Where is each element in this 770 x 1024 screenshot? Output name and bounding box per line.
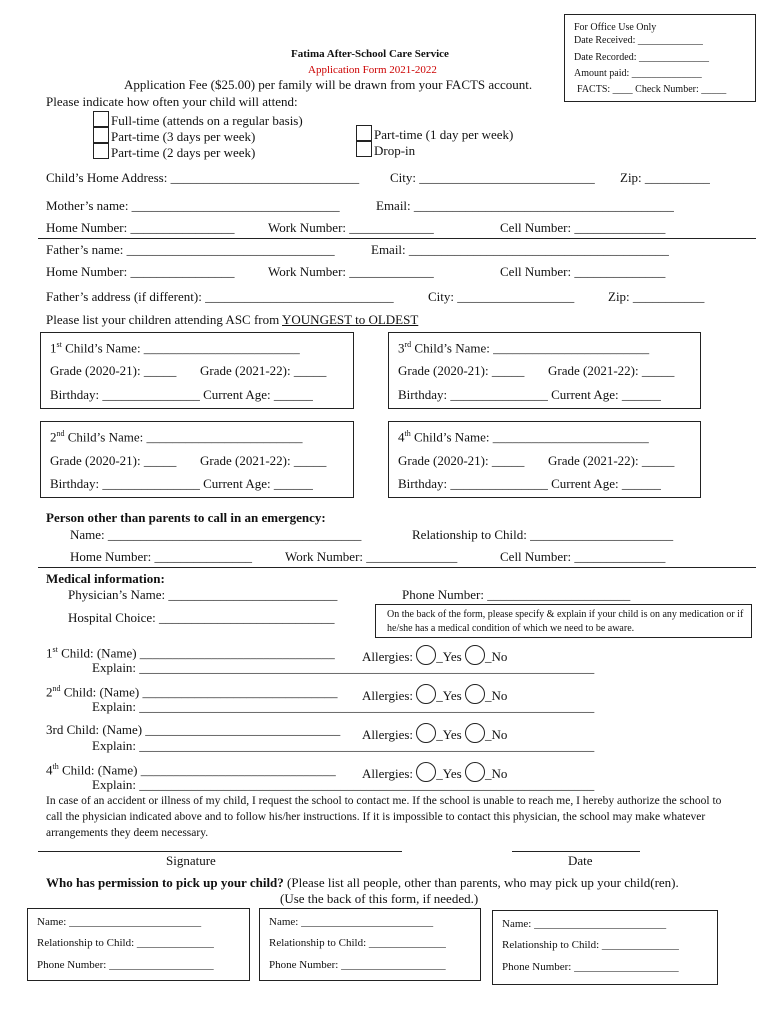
med-child-4-allergies: Allergies: _Yes _No <box>362 762 507 782</box>
pickup-1-phone-field[interactable]: Phone Number: ___________________ <box>37 959 214 971</box>
attendance-instruction: Please indicate how often your child will attend: <box>46 94 298 109</box>
father-cell-number-field[interactable]: Cell Number: ______________ <box>500 264 666 279</box>
child-1-name-field[interactable]: 1st Child’s Name: ________________________ <box>50 340 300 356</box>
divider-line <box>38 238 756 239</box>
part-time-2-label: Part-time (2 days per week) <box>111 145 256 160</box>
emergency-home-number-field[interactable]: Home Number: _______________ <box>70 549 252 564</box>
emergency-work-number-field[interactable]: Work Number: ______________ <box>285 549 458 564</box>
child-home-address-field[interactable]: Child’s Home Address: _____________________________ <box>46 170 360 185</box>
children-intro-text: Please list your children attending ASC from <box>46 312 283 327</box>
medical-title: Medical information: <box>46 571 165 586</box>
divider-line <box>38 567 756 568</box>
children-intro <box>46 313 418 328</box>
emergency-name-field[interactable]: Name: _______________________________________ <box>70 527 362 542</box>
pickup-1-relationship-field[interactable]: Relationship to Child: ______________ <box>37 937 214 949</box>
signature-line[interactable] <box>38 851 402 852</box>
drop-in-label: Drop-in <box>374 143 416 158</box>
child-1-grade-2020-field[interactable]: Grade (2020-21): _____ <box>50 363 177 378</box>
date-line[interactable] <box>512 851 640 852</box>
hospital-choice-field[interactable]: Hospital Choice: ___________________________ <box>68 610 335 625</box>
physician-phone-field[interactable]: Phone Number: ______________________ <box>402 587 631 602</box>
med-child-1-explain-field[interactable]: Explain: ______________________________________________________________________ <box>92 660 595 675</box>
father-city-field[interactable]: City: __________________ <box>428 289 575 304</box>
child-3-birthday-field[interactable]: Birthday: _______________ Current Age: ______ <box>398 387 661 402</box>
child-4-grade-2021-field[interactable]: Grade (2021-22): _____ <box>548 453 675 468</box>
pickup-detail: (Please list all people, other than parents, who may pick up your child(ren). <box>283 875 679 890</box>
father-work-number-field[interactable]: Work Number: _____________ <box>268 264 434 279</box>
part-time-3-label: Part-time (3 days per week) <box>111 129 256 144</box>
date-label: Date <box>568 853 593 868</box>
father-zip-field[interactable]: Zip: ___________ <box>608 289 705 304</box>
part-time-1-checkbox[interactable] <box>356 125 372 141</box>
emergency-cell-number-field[interactable]: Cell Number: ______________ <box>500 549 666 564</box>
emergency-relationship-field[interactable]: Relationship to Child: ______________________ <box>412 527 674 542</box>
child-2-grade-2020-field[interactable]: Grade (2020-21): _____ <box>50 453 177 468</box>
office-date-received-field[interactable]: Date Received: _____________ <box>574 35 703 46</box>
option-drop-in[interactable] <box>356 141 415 159</box>
pickup-2-phone-field[interactable]: Phone Number: ___________________ <box>269 959 446 971</box>
med-child-2-allergies: Allergies: _Yes _No <box>362 684 507 704</box>
fee-note: Application Fee ($25.00) per family will be drawn from your FACTS account. <box>124 77 533 92</box>
child-3-grade-2020-field[interactable]: Grade (2020-21): _____ <box>398 363 525 378</box>
children-order-emphasis: YOUNGEST to OLDEST <box>282 312 419 327</box>
office-date-recorded-field[interactable]: Date Recorded: ______________ <box>574 52 709 63</box>
pickup-2-name-field[interactable]: Name: ________________________ <box>269 916 434 928</box>
med-child-1-name-field[interactable]: 1st Child: (Name) ______________________________ <box>46 645 335 661</box>
office-facts-field[interactable]: FACTS: ____ Check Number: _____ <box>577 84 727 95</box>
child-4-birthday-field[interactable]: Birthday: _______________ Current Age: ______ <box>398 476 661 491</box>
father-name-field[interactable]: Father’s name: ________________________________ <box>46 242 335 257</box>
med-child-4-explain-field[interactable]: Explain: ______________________________________________________________________ <box>92 777 595 792</box>
pickup-detail-2: (Use the back of this form, if needed.) <box>280 891 479 906</box>
signature-label: Signature <box>166 853 216 868</box>
child-2-birthday-field[interactable]: Birthday: _______________ Current Age: ______ <box>50 476 313 491</box>
child-1-grade-2021-field[interactable]: Grade (2021-22): _____ <box>200 363 327 378</box>
mother-work-number-field[interactable]: Work Number: _____________ <box>268 220 434 235</box>
physician-name-field[interactable]: Physician’s Name: __________________________ <box>68 587 338 602</box>
option-part-time-2[interactable] <box>93 143 255 161</box>
part-time-1-label: Part-time (1 day per week) <box>374 127 514 142</box>
child-1-birthday-field[interactable]: Birthday: _______________ Current Age: ______ <box>50 387 313 402</box>
child-2-name-field[interactable]: 2nd Child’s Name: ________________________ <box>50 429 303 445</box>
pickup-3-name-field[interactable]: Name: ________________________ <box>502 918 667 930</box>
child-4-name-field[interactable]: 4th Child’s Name: ________________________ <box>398 429 649 445</box>
office-use-title: For Office Use Only <box>574 22 657 33</box>
drop-in-checkbox[interactable] <box>356 141 372 157</box>
mother-name-field[interactable]: Mother’s name: ________________________________ <box>46 198 340 213</box>
part-time-2-checkbox[interactable] <box>93 143 109 159</box>
child-2-grade-2021-field[interactable]: Grade (2021-22): _____ <box>200 453 327 468</box>
father-home-number-field[interactable]: Home Number: ________________ <box>46 264 235 279</box>
consent-paragraph: In case of an accident or illness of my child, I request the school to contact me. If the school is unable to reach me, I hereby authorize the school to call the physician indicated above and to follow his/her instructions. If it is impossible to contact this physician, the school may make whatever arrangements they deem necessary. <box>46 795 722 840</box>
mother-cell-number-field[interactable]: Cell Number: ______________ <box>500 220 666 235</box>
pickup-question-bold: Who has permission to pick up your child? <box>46 875 284 890</box>
part-time-3-checkbox[interactable] <box>93 127 109 143</box>
father-address-field[interactable]: Father’s address (if different): _____________________________ <box>46 289 394 304</box>
pickup-1-name-field[interactable]: Name: ________________________ <box>37 916 202 928</box>
med-child-4-name-field[interactable]: 4th Child: (Name) ______________________________ <box>46 762 336 778</box>
med-child-3-name-field[interactable]: 3rd Child: (Name) ______________________________ <box>46 722 341 737</box>
child-4-grade-2020-field[interactable]: Grade (2020-21): _____ <box>398 453 525 468</box>
org-title: Fatima After-School Care Service <box>291 48 449 60</box>
med-child-2-name-field[interactable]: 2nd Child: (Name) ______________________________ <box>46 684 338 700</box>
office-amount-paid-field[interactable]: Amount paid: ______________ <box>574 68 702 79</box>
full-time-label: Full-time (attends on a regular basis) <box>111 113 303 128</box>
child-3-name-field[interactable]: 3rd Child’s Name: ________________________ <box>398 340 650 356</box>
med-child-3-allergies: Allergies: _Yes _No <box>362 723 507 743</box>
emergency-title: Person other than parents to call in an emergency: <box>46 510 326 525</box>
pickup-3-phone-field[interactable]: Phone Number: ___________________ <box>502 961 679 973</box>
father-email-field[interactable]: Email: ________________________________________ <box>371 242 669 257</box>
zip-field[interactable]: Zip: __________ <box>620 170 710 185</box>
med-child-3-explain-field[interactable]: Explain: ______________________________________________________________________ <box>92 738 595 753</box>
pickup-3-relationship-field[interactable]: Relationship to Child: ______________ <box>502 939 679 951</box>
pickup-2-relationship-field[interactable]: Relationship to Child: ______________ <box>269 937 446 949</box>
city-field[interactable]: City: ___________________________ <box>390 170 595 185</box>
mother-email-field[interactable]: Email: ________________________________________ <box>376 198 674 213</box>
medical-note: On the back of the form, please specify & explain if your child is on any medication or if he/she has a medical condition of which we need to be aware. <box>387 609 744 634</box>
med-child-1-allergies: Allergies: _Yes _No <box>362 645 507 665</box>
mother-home-number-field[interactable]: Home Number: ________________ <box>46 220 235 235</box>
child-3-grade-2021-field[interactable]: Grade (2021-22): _____ <box>548 363 675 378</box>
med-child-2-explain-field[interactable]: Explain: ______________________________________________________________________ <box>92 699 595 714</box>
full-time-checkbox[interactable] <box>93 111 109 127</box>
pickup-question <box>46 876 679 891</box>
form-title: Application Form 2021-2022 <box>308 64 437 76</box>
